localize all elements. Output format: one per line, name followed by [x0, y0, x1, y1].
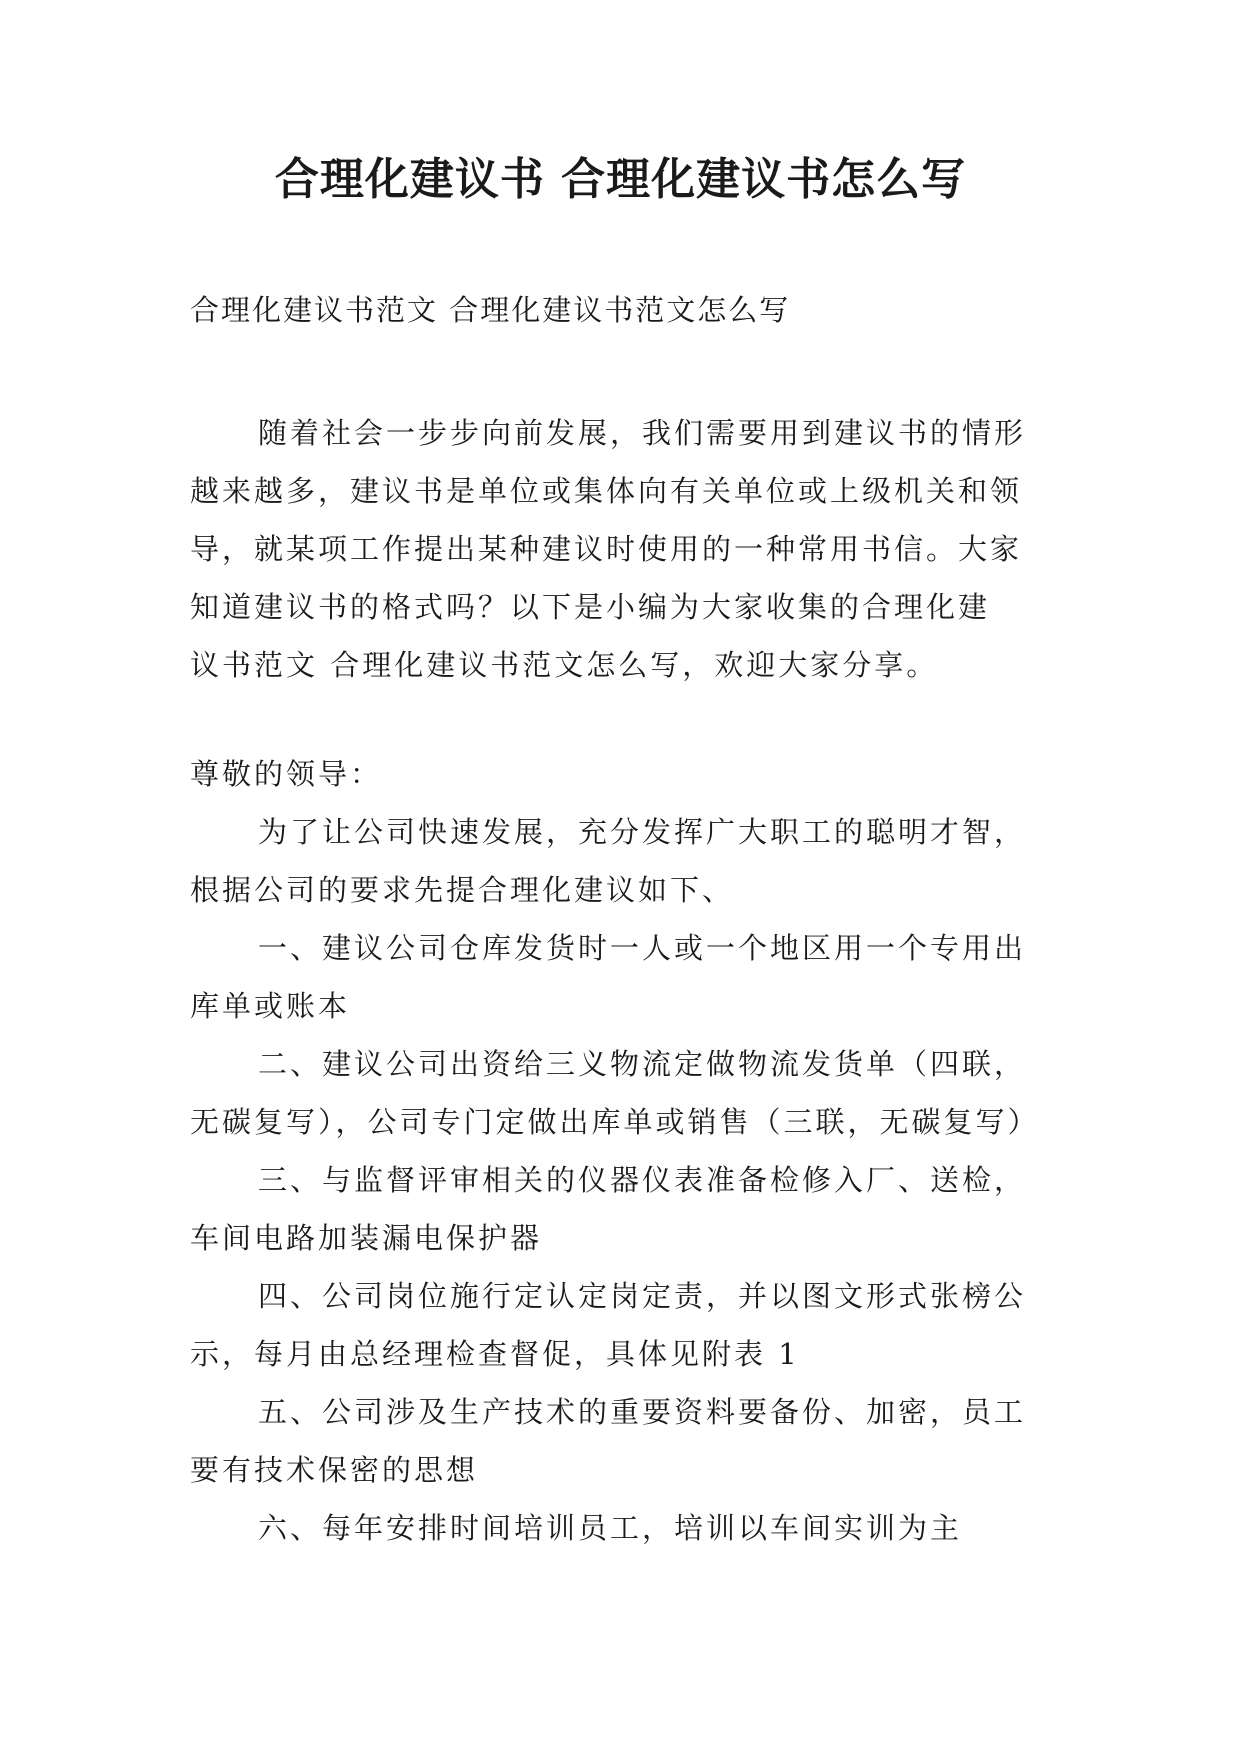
suggestion-1-line: 一、建议公司仓库发货时一人或一个地区用一个专用出	[258, 931, 1027, 965]
suggestion-5-line: 要有技术保密的思想	[190, 1453, 479, 1487]
salutation: 尊敬的领导：	[190, 757, 383, 791]
intro-paragraph	[190, 404, 1050, 694]
suggestion-5-line: 五、公司涉及生产技术的重要资料要备份、加密，员工	[258, 1395, 1027, 1429]
letter-line: 为了让公司快速发展，充分发挥广大职工的聪明才智，	[258, 815, 1027, 849]
document-subtitle: 合理化建议书范文 合理化建议书范文怎么写	[190, 293, 791, 327]
suggestion-3-line: 车间电路加装漏电保护器	[190, 1221, 543, 1255]
intro-line: 知道建议书的格式吗？以下是小编为大家收集的合理化建	[190, 590, 991, 624]
suggestion-6-line: 六、每年安排时间培训员工，培训以车间实训为主	[258, 1511, 963, 1545]
letter-line: 根据公司的要求先提合理化建议如下、	[190, 873, 735, 907]
intro-line: 导，就某项工作提出某种建议时使用的一种常用书信。大家	[190, 532, 1023, 566]
intro-line: 越来越多，建议书是单位或集体向有关单位或上级机关和领	[190, 474, 1023, 508]
suggestion-2-line: 无碳复写），公司专门定做出库单或销售（三联，无碳复写）	[190, 1105, 1040, 1139]
intro-line: 议书范文 合理化建议书范文怎么写，欢迎大家分享。	[190, 648, 939, 682]
suggestion-2-line: 二、建议公司出资给三义物流定做物流发货单（四联，	[258, 1047, 1027, 1081]
document-title: 合理化建议书 合理化建议书怎么写	[274, 154, 967, 205]
letter-body	[190, 745, 1050, 1557]
suggestion-4-line: 示，每月由总经理检查督促，具体见附表 1	[190, 1337, 800, 1371]
suggestion-4-line: 四、公司岗位施行定认定岗定责，并以图文形式张榜公	[258, 1279, 1027, 1313]
intro-line: 随着社会一步步向前发展，我们需要用到建议书的情形	[258, 416, 1027, 450]
suggestion-3-line: 三、与监督评审相关的仪器仪表准备检修入厂、送检，	[258, 1163, 1027, 1197]
suggestion-1-line: 库单或账本	[190, 989, 351, 1023]
